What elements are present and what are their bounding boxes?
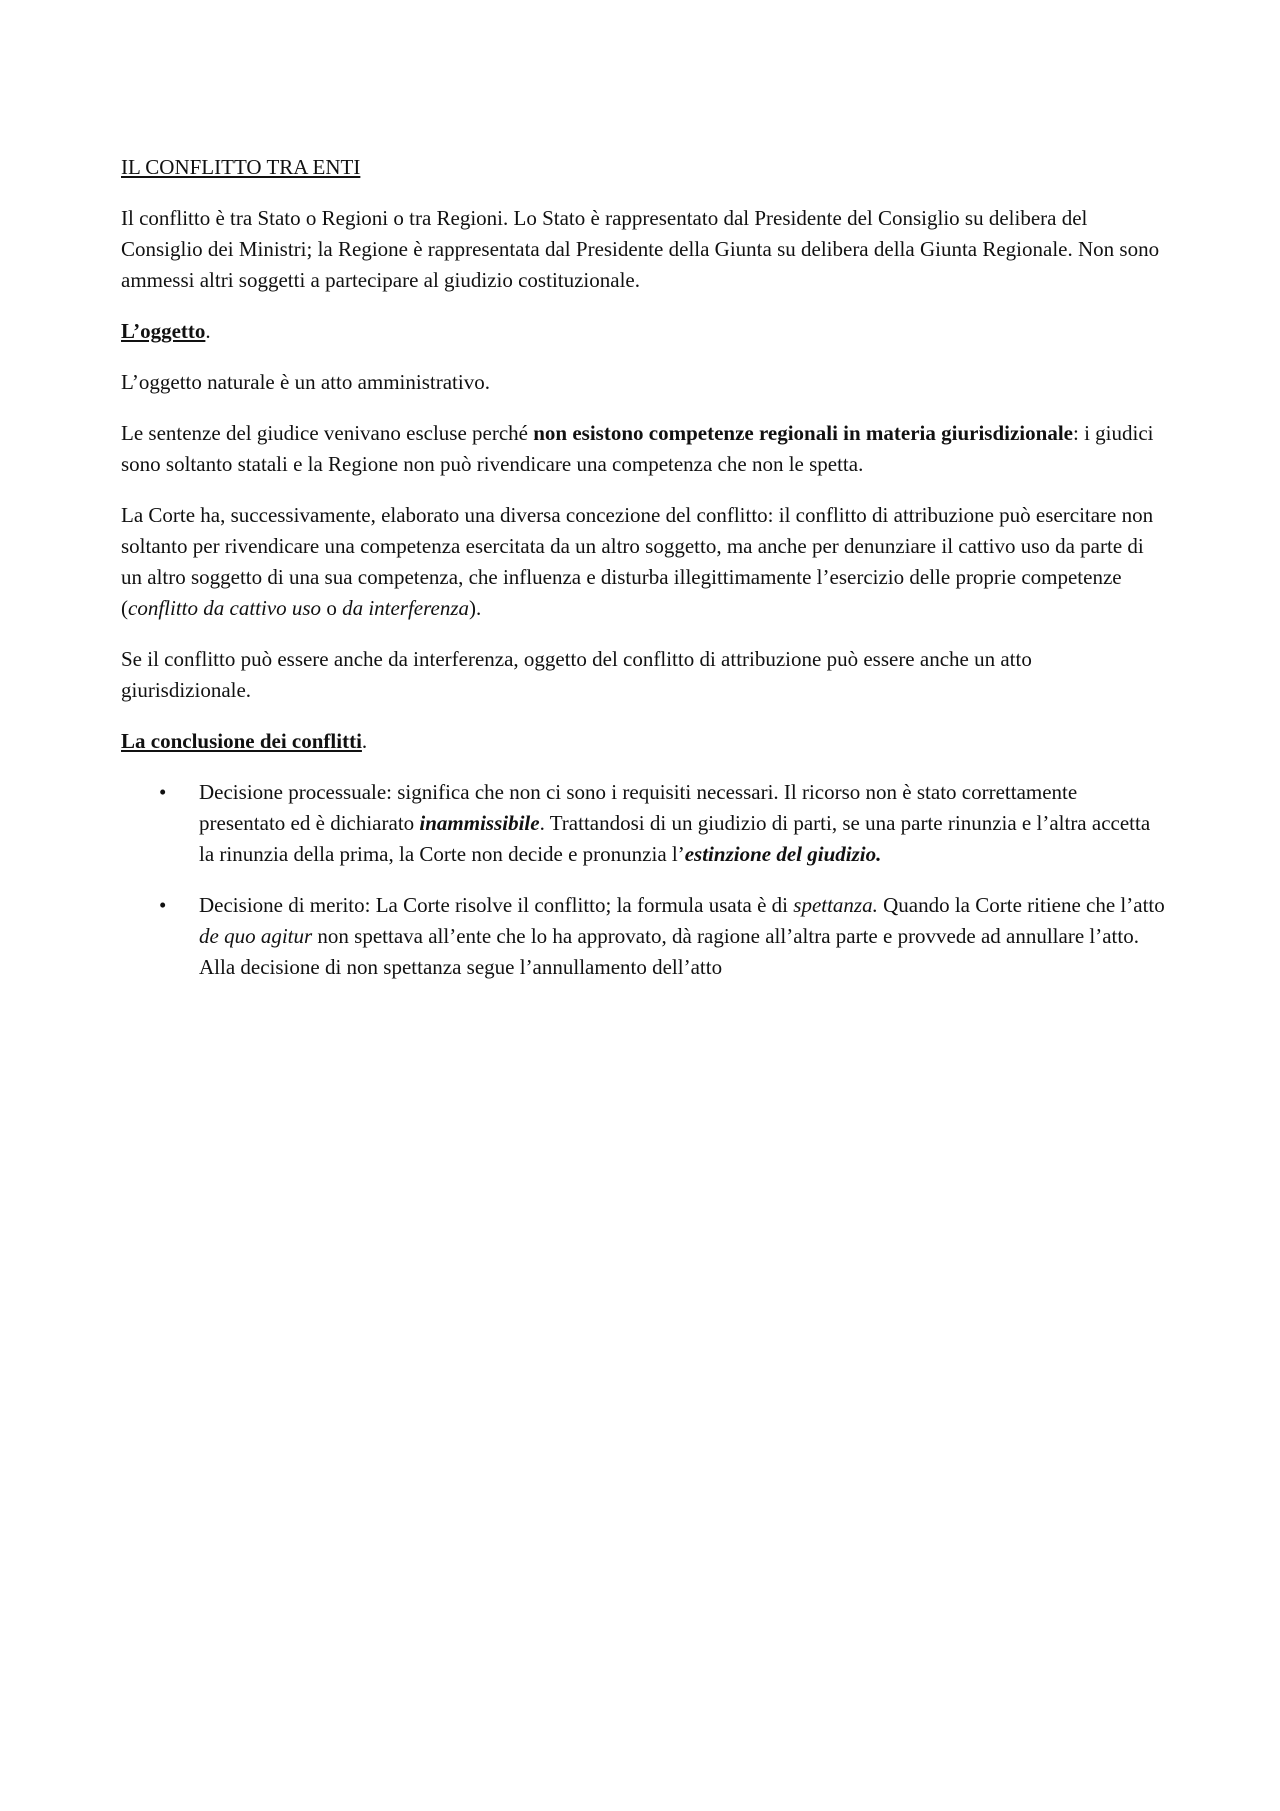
oggetto-p2-text-a: Le sentenze del giudice venivano escluse perché	[121, 421, 534, 445]
item1-text-b: . Trattandosi di un giudizio di parti, se una parte rinunzia e l’altra accetta la rinunzia della prima, la Corte non decide e pronunzia l’	[199, 811, 1151, 866]
section-heading-conclusione	[121, 726, 1166, 757]
oggetto-paragraph-4: Se il conflitto può essere anche da interferenza, oggetto del conflitto di attribuzione può essere anche un atto giurisdizionale.	[121, 647, 1032, 702]
item2-text-b: Quando la Corte ritiene che l’atto	[877, 893, 1165, 917]
oggetto-p2-text-b: : i giudici sono soltanto statali e la Regione non può rivendicare una competenza che non le spetta.	[121, 421, 1154, 476]
bullet-icon: •	[159, 780, 167, 804]
item1-bold-italic-1: inammissibile	[419, 811, 540, 835]
item2-italic-1: spettanza.	[793, 893, 878, 917]
heading-period: .	[361, 729, 368, 753]
oggetto-p3-mid: o	[321, 596, 343, 620]
oggetto-paragraph-3	[121, 500, 1166, 624]
oggetto-p3-end: ).	[469, 596, 482, 620]
section-heading-conclusione-text: La conclusione dei conflitti	[121, 729, 362, 753]
intro-paragraph: Il conflitto è tra Stato o Regioni o tra Regioni. Lo Stato è rappresentato dal Presidente del Consiglio su delibera del Consiglio dei Ministri; la Regione è rappresentata dal Presidente della Giunta su delibera della Giunta Regionale. Non sono ammessi altri soggetti a partecipare al giudizio costituzionale.	[121, 206, 1160, 292]
oggetto-p3-italic-1: conflitto da cattivo uso	[128, 596, 322, 620]
oggetto-paragraph-2	[121, 418, 1166, 480]
item1-text-a: Decisione processuale: significa che non ci sono i requisiti necessari. Il ricorso non è stato correttamente presentato ed è dichiarato	[199, 780, 1078, 835]
conclusione-list	[121, 777, 1166, 983]
heading-period: .	[205, 319, 211, 343]
oggetto-p3-text-a: La Corte ha, successivamente, elaborato una diversa concezione del conflitto: il conflitto di attribuzione può esercitare non soltanto per rivendicare una competenza esercitata da un altro soggetto, ma anche per denunziare il cattivo uso da parte di un altro soggetto di una sua competenza, che influenza e disturba illegittimamente l’esercizio delle proprie competenze (	[121, 503, 1154, 620]
bullet-icon: •	[159, 893, 167, 917]
section-heading-oggetto-text: L’oggetto	[121, 319, 206, 343]
document-page	[121, 152, 1166, 1003]
list-item-decisione-merito	[121, 890, 1166, 983]
item2-text-a: Decisione di merito: La Corte risolve il conflitto; la formula usata è di	[199, 893, 794, 917]
oggetto-p2-bold: non esistono competenze regionali in materia giurisdizionale	[533, 421, 1073, 445]
page-title: IL CONFLITTO TRA ENTI	[121, 155, 361, 179]
list-item-decisione-processuale	[121, 777, 1166, 870]
item1-bold-italic-2: estinzione del giudizio.	[684, 842, 882, 866]
oggetto-paragraph-1: L’oggetto naturale è un atto amministrativo.	[121, 370, 490, 394]
section-heading-oggetto	[121, 316, 1166, 347]
item2-text-c: non spettava all’ente che lo ha approvato, dà ragione all’altra parte e provvede ad annullare l’atto. Alla decisione di non spettanza segue l’annullamento dell’atto	[199, 924, 1139, 979]
item2-italic-2: de quo agitur	[199, 924, 313, 948]
oggetto-p3-italic-2: da interferenza	[342, 596, 470, 620]
